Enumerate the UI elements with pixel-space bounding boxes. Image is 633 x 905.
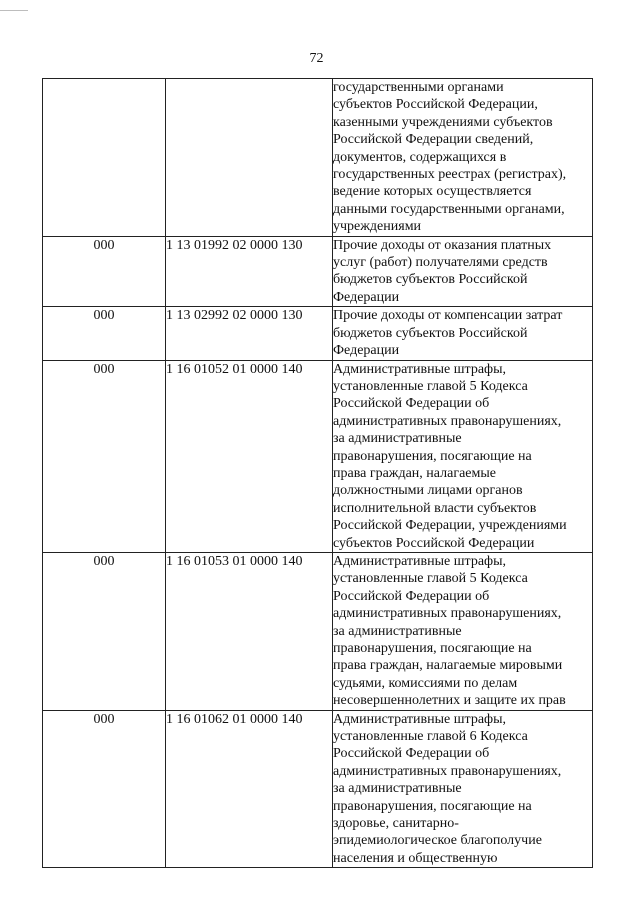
revenue-name-line: несовершеннолетних и защите их прав	[333, 693, 566, 709]
revenue-name-line: Российской Федерации об	[333, 746, 490, 762]
admin-code-cell	[43, 79, 166, 237]
revenue-name-line: субъектов Российской Федерации,	[333, 97, 538, 113]
revenue-name-line: правонарушения, посягающие на	[333, 448, 532, 464]
table-row	[43, 360, 593, 552]
admin-code-cell: 000	[43, 236, 166, 307]
budget-classification-code-cell: 1 16 01062 01 0000 140	[166, 710, 333, 868]
revenue-name-cell	[333, 710, 593, 868]
revenue-name-line: за административные	[333, 781, 462, 797]
revenue-name-cell	[333, 79, 593, 237]
revenue-name-line: Прочие доходы от оказания платных	[333, 237, 552, 253]
revenue-name-line: эпидемиологическое благополучие	[333, 833, 542, 849]
admin-code-cell: 000	[43, 307, 166, 360]
revenue-name-line: Прочие доходы от компенсации затрат	[333, 308, 563, 324]
revenue-name-line: данными государственными органами,	[333, 201, 565, 217]
revenue-name-line: права граждан, налагаемые	[333, 465, 496, 481]
revenue-name-line: Российской Федерации, учреждениями	[333, 518, 567, 534]
revenue-name-line: казенными учреждениями субъектов	[333, 114, 553, 130]
revenue-name-line: Федерации	[333, 289, 400, 305]
revenue-name-line: права граждан, налагаемые мировыми	[333, 658, 563, 674]
revenue-name-line: здоровье, санитарно-	[333, 816, 459, 832]
revenue-name-line: учреждениями	[333, 219, 422, 235]
budget-classification-code-cell: 1 13 01992 02 0000 130	[166, 236, 333, 307]
revenue-name-line: Российской Федерации об	[333, 396, 490, 412]
table-row	[43, 710, 593, 868]
revenue-name-line: услуг (работ) получателями средств	[333, 255, 548, 271]
table-row	[43, 307, 593, 360]
budget-revenue-codes-table	[42, 78, 593, 868]
revenue-name-line: установленные главой 5 Кодекса	[333, 571, 528, 587]
table-row	[43, 552, 593, 710]
budget-classification-code-cell: 1 16 01052 01 0000 140	[166, 360, 333, 552]
revenue-name-line: государственных реестрах (регистрах),	[333, 167, 567, 183]
revenue-name-line: исполнительной власти субъектов	[333, 500, 537, 516]
revenue-name-line: за административные	[333, 623, 462, 639]
revenue-name-line: судьями, комиссиями по делам	[333, 675, 518, 691]
page-number: 72	[309, 51, 324, 66]
admin-code-cell: 000	[43, 360, 166, 552]
table-row	[43, 236, 593, 307]
table-row	[43, 79, 593, 237]
revenue-name-line: бюджетов субъектов Российской	[333, 325, 528, 341]
revenue-name-line: ведение которых осуществляется	[333, 184, 532, 200]
revenue-name-line: административных правонарушениях,	[333, 606, 562, 622]
budget-classification-code-cell: 1 13 02992 02 0000 130	[166, 307, 333, 360]
revenue-name-line: населения и общественную	[333, 850, 498, 866]
revenue-name-line: административных правонарушениях,	[333, 763, 562, 779]
revenue-name-line: Федерации	[333, 343, 400, 359]
admin-code-cell: 000	[43, 552, 166, 710]
budget-classification-code-cell: 1 16 01053 01 0000 140	[166, 552, 333, 710]
revenue-name-line: Административные штрафы,	[333, 553, 507, 569]
revenue-name-line: Административные штрафы,	[333, 711, 507, 727]
revenue-name-cell	[333, 307, 593, 360]
revenue-name-line: установленные главой 6 Кодекса	[333, 729, 528, 745]
revenue-name-line: правонарушения, посягающие на	[333, 641, 532, 656]
revenue-name-line: за административные	[333, 431, 462, 447]
scan-edge-mark	[0, 10, 28, 11]
revenue-name-line: Административные штрафы,	[333, 361, 507, 377]
table-body	[43, 79, 593, 868]
revenue-name-line: документов, содержащихся в	[333, 149, 507, 165]
revenue-name-line: субъектов Российской Федерации	[333, 535, 535, 551]
revenue-name-line: Российской Федерации сведений,	[333, 132, 534, 148]
revenue-name-line: правонарушения, посягающие на	[333, 798, 532, 814]
revenue-name-line: бюджетов субъектов Российской	[333, 272, 528, 288]
admin-code-cell: 000	[43, 710, 166, 868]
revenue-name-cell	[333, 360, 593, 552]
revenue-name-cell	[333, 552, 593, 710]
revenue-name-line: должностными лицами органов	[333, 483, 523, 499]
revenue-name-line: административных правонарушениях,	[333, 413, 562, 429]
revenue-name-line: установленные главой 5 Кодекса	[333, 378, 528, 394]
budget-classification-code-cell	[166, 79, 333, 237]
revenue-name-line: Российской Федерации об	[333, 588, 490, 604]
revenue-name-line: государственными органами	[333, 80, 504, 95]
revenue-name-cell	[333, 236, 593, 307]
